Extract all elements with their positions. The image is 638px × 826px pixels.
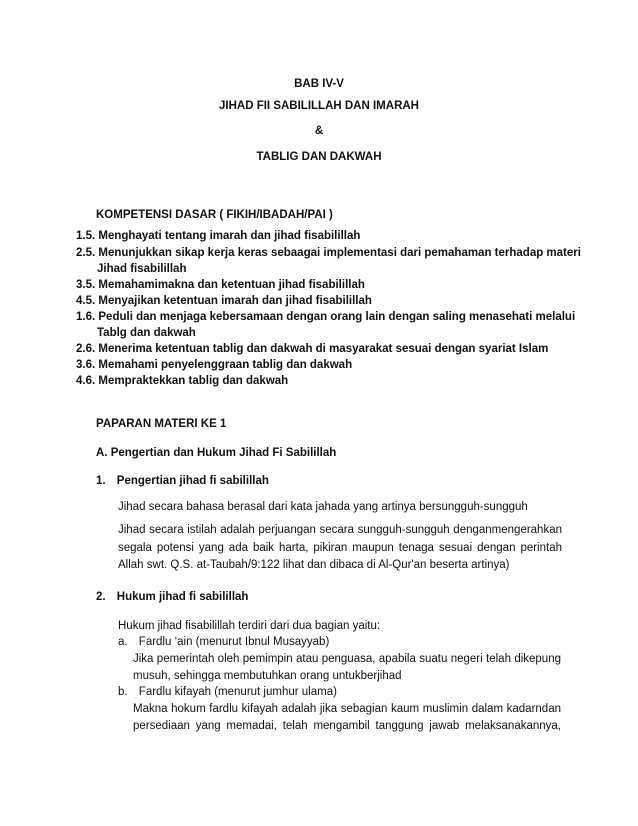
kd-text: Menghayati tentang imarah dan jihad fisabilillah: [98, 230, 361, 242]
sub1-paragraph-2: Jihad secara istilah adalah perjuangan secara sungguh-sungguh denganmengerahkan segala potensi yang ada baik harta, pikiran maupun tenaga sesuai dengan perintah Allah swt. Q.S. at-Taubah/9:122 lihat dan dibaca di Al-Qur'an beserta artinya): [118, 524, 562, 571]
kd-item-1-6-cont: Tablg dan dakwah: [97, 327, 196, 339]
kd-item-1-6: [76, 311, 575, 323]
kd-item-1-5: [76, 230, 360, 242]
list-label: a.: [118, 636, 128, 648]
list-item-a-body: Jika pemerintah oleh pemimpin atau penguasa, apabila suatu negeri telah dikepung musuh, sehingga membutuhkan orang untukberjihad: [133, 653, 561, 682]
kd-num: 4.6.: [76, 375, 96, 387]
kd-num: 2.6.: [76, 343, 96, 355]
title-line-2: TABLIG DAN DAKWAH: [256, 151, 382, 163]
sub1-paragraph-1: Jihad secara bahasa berasal dari kata jahada yang artinya bersungguh-sungguh: [118, 501, 528, 513]
kd-item-2-5-cont: Jihad fisabilillah: [97, 263, 187, 275]
subsection-title: Pengertian jihad fi sabilillah: [116, 475, 269, 487]
list-item-b-body: Makna hokum fardlu kifayah adalah jika sebagian kaum muslimin dalam kadarndan persediaan yang memadai, telah mengambil tanggung jawab melaksanakannya,: [133, 703, 561, 732]
kompetensi-heading: KOMPETENSI DASAR ( FIKIH/IBADAH/PAI ): [96, 209, 333, 221]
subsection-num: 1.: [96, 475, 106, 487]
paparan-heading: PAPARAN MATERI KE 1: [96, 418, 227, 430]
list-label: b.: [118, 686, 128, 698]
kd-num: 1.5.: [76, 230, 96, 242]
kd-text: Memahamimakna dan ketentuan jihad fisabilillah: [98, 279, 365, 291]
kd-text: Menerima ketentuan tablig dan dakwah di masyarakat sesuai dengan syariat Islam: [98, 343, 549, 355]
kd-text: Memahami penyelenggraan tablig dan dakwah: [98, 359, 353, 371]
kd-item-4-5: [76, 295, 372, 307]
kd-item-3-5: [76, 279, 365, 291]
section-a-heading: A. Pengertian dan Hukum Jihad Fi Sabilillah: [96, 447, 337, 459]
kd-text: Peduli dan menjaga kebersamaan dengan orang lain dengan saling menasehati melalui: [98, 311, 576, 323]
list-title: Fardlu kifayah (menurut jumhur ulama): [138, 686, 337, 698]
ampersand: &: [314, 125, 324, 137]
title-line-1: JIHAD FII SABILILLAH DAN IMARAH: [219, 100, 419, 112]
kd-num: 1.6.: [76, 311, 96, 323]
kd-num: 4.5.: [76, 295, 96, 307]
kd-item-4-6: [76, 375, 288, 387]
kd-num: 3.5.: [76, 279, 96, 291]
subsection-2-heading: [96, 591, 248, 603]
subsection-title: Hukum jihad fi sabilillah: [116, 591, 249, 603]
kd-item-2-5: [76, 247, 581, 259]
chapter-label: BAB IV-V: [294, 78, 344, 90]
kd-item-2-6: [76, 343, 548, 355]
kd-item-3-6: [76, 359, 352, 371]
list-title: Fardlu ‘ain (menurut Ibnul Musayyab): [138, 636, 330, 648]
list-item-b-title: [118, 686, 337, 698]
subsection-1-heading: [96, 475, 269, 487]
kd-text: Menunjukkan sikap kerja keras sebaagai implementasi dari pemahaman terhadap materi: [98, 247, 581, 259]
list-item-a-title: [118, 636, 329, 648]
kd-num: 2.5.: [76, 247, 96, 259]
sub2-intro: Hukum jihad fisabilillah terdiri dari dua bagian yaitu:: [118, 620, 381, 632]
kd-text: Menyajikan ketentuan imarah dan jihad fisabilillah: [98, 295, 372, 307]
kd-num: 3.6.: [76, 359, 96, 371]
subsection-num: 2.: [96, 591, 106, 603]
kd-text: Mempraktekkan tablig dan dakwah: [98, 375, 289, 387]
